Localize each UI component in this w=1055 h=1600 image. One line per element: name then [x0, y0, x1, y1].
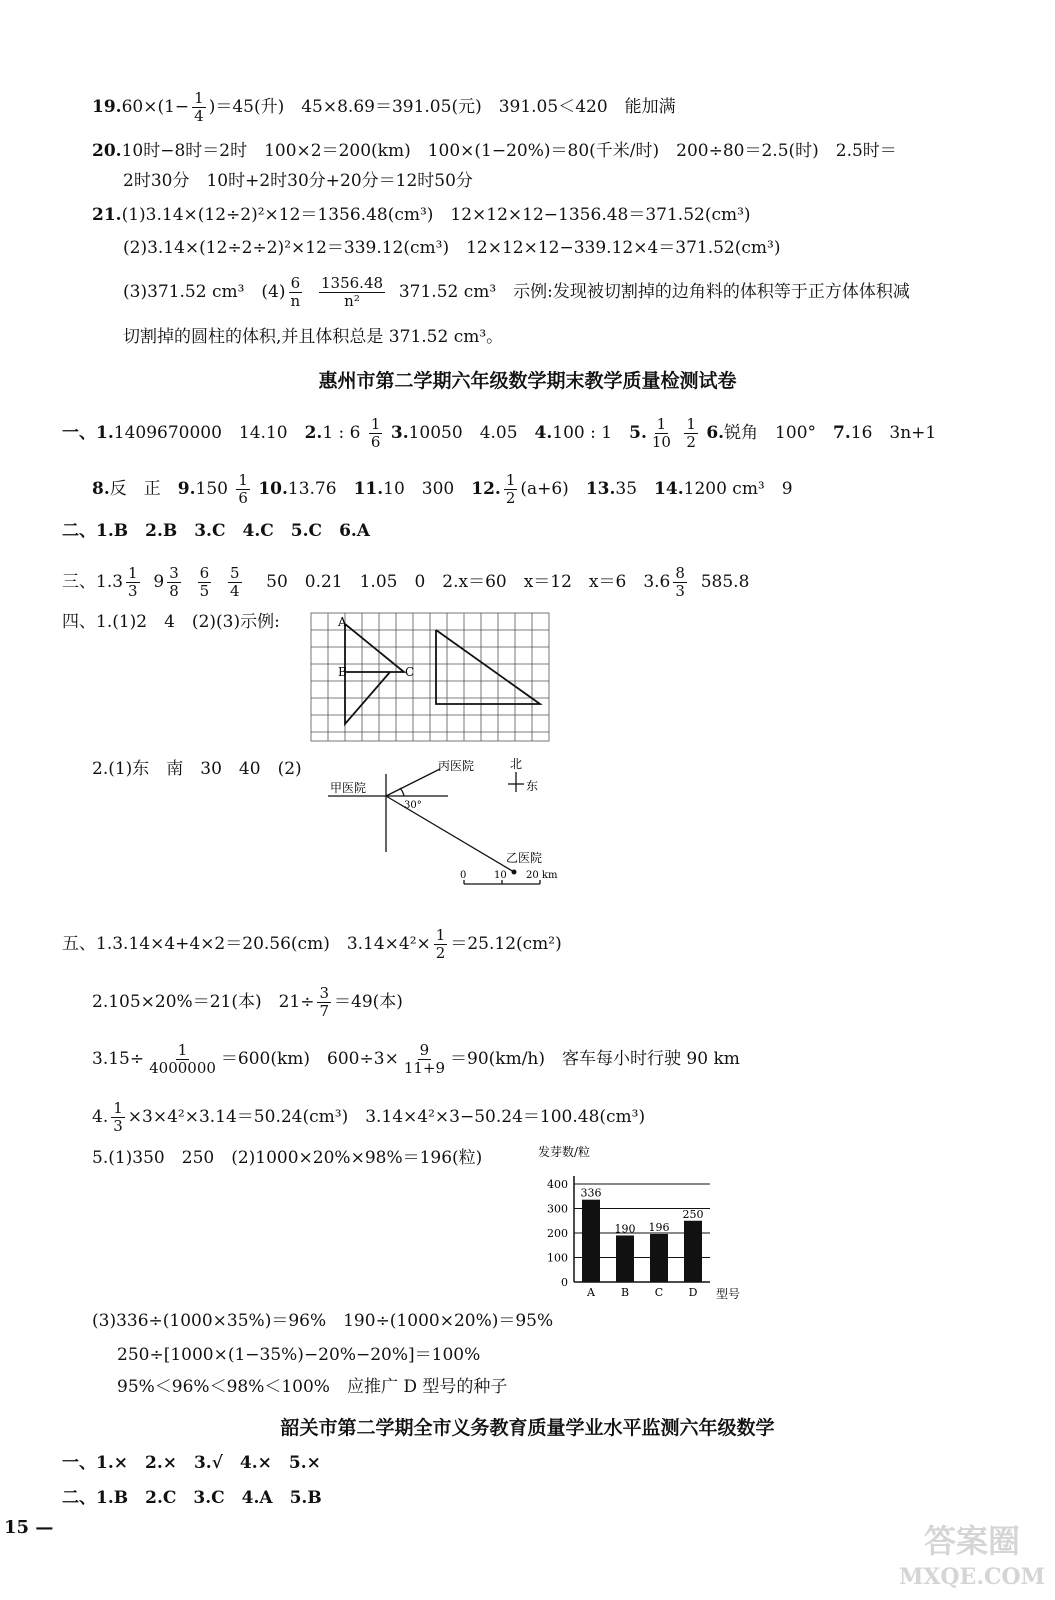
fraction: $\frac{1}{2}$: [505, 471, 516, 507]
answer-21-line4: 切割掉的圆柱的体积,并且体积总是 371.52 cm³。: [123, 327, 504, 347]
chart-ytick-label: 0: [561, 1276, 568, 1289]
fraction: $\frac{5}{4}$: [229, 564, 240, 600]
watermark-logo: [897, 1512, 1047, 1592]
page-number: 15 —: [4, 1517, 54, 1538]
section-title-huizhou: 惠州市第二学期六年级数学期末教学质量检测试卷: [318, 370, 737, 392]
chart-ytick-label: 400: [547, 1178, 568, 1191]
part5-q2: 2.105×20%＝21(本) 21÷ $\frac{3}{7}$ ＝49(本): [92, 984, 403, 1020]
fraction: $\frac{6}{n}$: [290, 274, 301, 310]
shaoguan-part1: 一、1.× 2.× 3.√ 4.× 5.×: [62, 1453, 321, 1473]
fraction: $\frac{3}{8}$: [169, 564, 179, 600]
part4-q1: 四、1.(1)2 4 (2)(3)示例:: [62, 612, 280, 632]
chart-category-label: C: [654, 1286, 664, 1299]
chart-value-label: 250: [682, 1207, 704, 1221]
section-title-shaoguan: 韶关市第二学期全市义务教育质量学业水平监测六年级数学: [280, 1417, 775, 1439]
chart-bar-C: [650, 1234, 668, 1282]
hospital-yi-label: 乙医院: [506, 851, 543, 865]
point-b-label: B: [338, 665, 347, 679]
part5-q3: 3.15÷ $\frac{1}{4000000}$ ＝600(km) 600÷3× $\frac{9}{11+9}$ ＝90(km/h) 客车每小时行驶 90 km: [92, 1041, 740, 1077]
chart-bar-D: [684, 1221, 702, 1282]
chart-bar-A: [582, 1200, 600, 1282]
fraction: $\frac{3}{7}$: [319, 984, 330, 1020]
scale-0: 0: [460, 870, 467, 881]
watermark-line1: 答案圈: [923, 1522, 1021, 1560]
answer-21-line1: 21.(1)3.14×(12÷2)²×12＝1356.48(cm³) 12×12×12−1356.48＝371.52(cm³): [92, 205, 751, 225]
chart-category-label: A: [587, 1286, 595, 1299]
answer-20-line2: 2时30分 10时+2时30分+20分＝12时50分: [123, 171, 473, 191]
fraction: $\frac{1356.48}{\text{n²}}$: [321, 274, 384, 310]
fraction: $\frac{1}{4}$: [194, 89, 204, 125]
direction-map: [326, 752, 571, 894]
chart-xlabel: 型号: [716, 1287, 741, 1301]
germination-bar-chart: [528, 1142, 753, 1302]
fraction: $\frac{1}{6}$: [238, 471, 248, 507]
fraction: $\frac{1}{6}$: [370, 415, 381, 451]
part2: 二、1.B 2.B 3.C 4.C 5.C 6.A: [62, 521, 371, 541]
hospital-bing-label: 丙医院: [438, 759, 475, 773]
fraction: $\frac{1}{2}$: [435, 926, 446, 962]
answer-20-line1: 20.10时−8时＝2时 100×2＝200(km) 100×(1−20%)＝80(千米/时) 200÷80＝2.5(时) 2.5时＝: [92, 141, 897, 161]
fraction: $\frac{9}{11+9}$: [403, 1041, 446, 1077]
shaoguan-part2: 二、1.B 2.C 3.C 4.A 5.B: [62, 1488, 322, 1508]
watermark-line2: MXQE.COM: [898, 1564, 1046, 1590]
part5-q5: 5.(1)350 250 (2)1000×20%×98%＝196(粒): [92, 1148, 483, 1168]
fraction: $\frac{1}{3}$: [113, 1099, 123, 1135]
scale-10: 10: [494, 870, 507, 881]
chart-value-label: 196: [648, 1220, 670, 1234]
point-c-label: C: [405, 665, 415, 679]
answer-21-line3: (3)371.52 cm³ (4) $\frac{6}{n}$ $\frac{1356.48}{\text{n²}}$ 371.52 cm³ 示例:发现被切割掉的边角料的体积等于正方体体积减: [123, 274, 910, 310]
fraction: $\frac{6}{5}$: [199, 564, 210, 600]
answer-19: 19.60×(1− $\frac{1}{4}$ )＝45(升) 45×8.69＝391.05(元) 391.05＜420 能加满: [92, 89, 676, 125]
part5-q5-4: 250÷[1000×(1−35%)−20%−20%]＝100%: [117, 1345, 481, 1365]
part4-q2: 2.(1)东 南 30 40 (2): [92, 759, 302, 779]
fraction: $\frac{8}{3}$: [675, 564, 685, 600]
chart-ylabel: 发芽数/粒: [538, 1145, 591, 1159]
part5-q5-3: (3)336÷(1000×35%)＝96% 190÷(1000×20%)＝95%: [92, 1311, 554, 1331]
grid-figure: [310, 612, 555, 744]
answer-21-line2: (2)3.14×(12÷2÷2)²×12＝339.12(cm³) 12×12×12−339.12×4＝371.52(cm³): [123, 238, 781, 258]
chart-bar-B: [616, 1235, 634, 1282]
chart-ytick-label: 100: [547, 1251, 568, 1265]
fraction: $\frac{1}{10}$: [651, 415, 671, 451]
part5-q4: 4. $\frac{1}{3}$ ×3×4²×3.14＝50.24(cm³) 3.14×4²×3−50.24＝100.48(cm³): [92, 1099, 646, 1135]
fraction: $\frac{1}{4000000}$: [149, 1041, 216, 1077]
angle-label: 30°: [404, 800, 422, 811]
part1-line1: 一、1.1409670000 14.10 2.1 : 6 $\frac{1}{6}$ 3.10050 4.05 4.100 : 1 5. $\frac{1}{10}$ $\frac{1}{2}$ 6.锐角 100° 7.16 3n+1: [62, 415, 937, 451]
part3: 三、1.3 $\frac{1}{3}$ 9 $\frac{3}{8}$ $\frac{6}{5}$ $\frac{5}{4}$ 50 0.21 1.05 0 2.x＝60 x＝12 x＝6 3.6 $\frac{8}{3}$ 585.8: [62, 564, 750, 600]
chart-category-label: B: [620, 1286, 630, 1299]
north-label: 北: [510, 757, 523, 771]
chart-value-label: 336: [580, 1186, 602, 1200]
scale-20km: 20 km: [526, 870, 558, 881]
hospital-jia-label: 甲医院: [330, 781, 367, 795]
chart-ytick-label: 300: [547, 1202, 568, 1216]
point-a-label: A: [338, 615, 347, 629]
chart-ytick-label: 200: [547, 1227, 568, 1240]
part5-q1: 五、1.3.14×4+4×2＝20.56(cm) 3.14×4²× $\frac{1}{2}$ ＝25.12(cm²): [62, 926, 562, 962]
fraction: $\frac{1}{3}$: [128, 564, 138, 600]
chart-value-label: 190: [614, 1222, 636, 1236]
chart-category-label: D: [688, 1286, 698, 1299]
part5-q5-5: 95%＜96%＜98%＜100% 应推广 D 型号的种子: [117, 1377, 508, 1397]
fraction: $\frac{1}{2}$: [686, 415, 696, 451]
east-label: 东: [526, 779, 539, 793]
part1-line2: 8.反 正 9.150 $\frac{1}{6}$ 10.13.76 11.10 300 12. $\frac{1}{2}$ (a+6) 13.35 14.1200 cm³ 9: [92, 471, 793, 507]
